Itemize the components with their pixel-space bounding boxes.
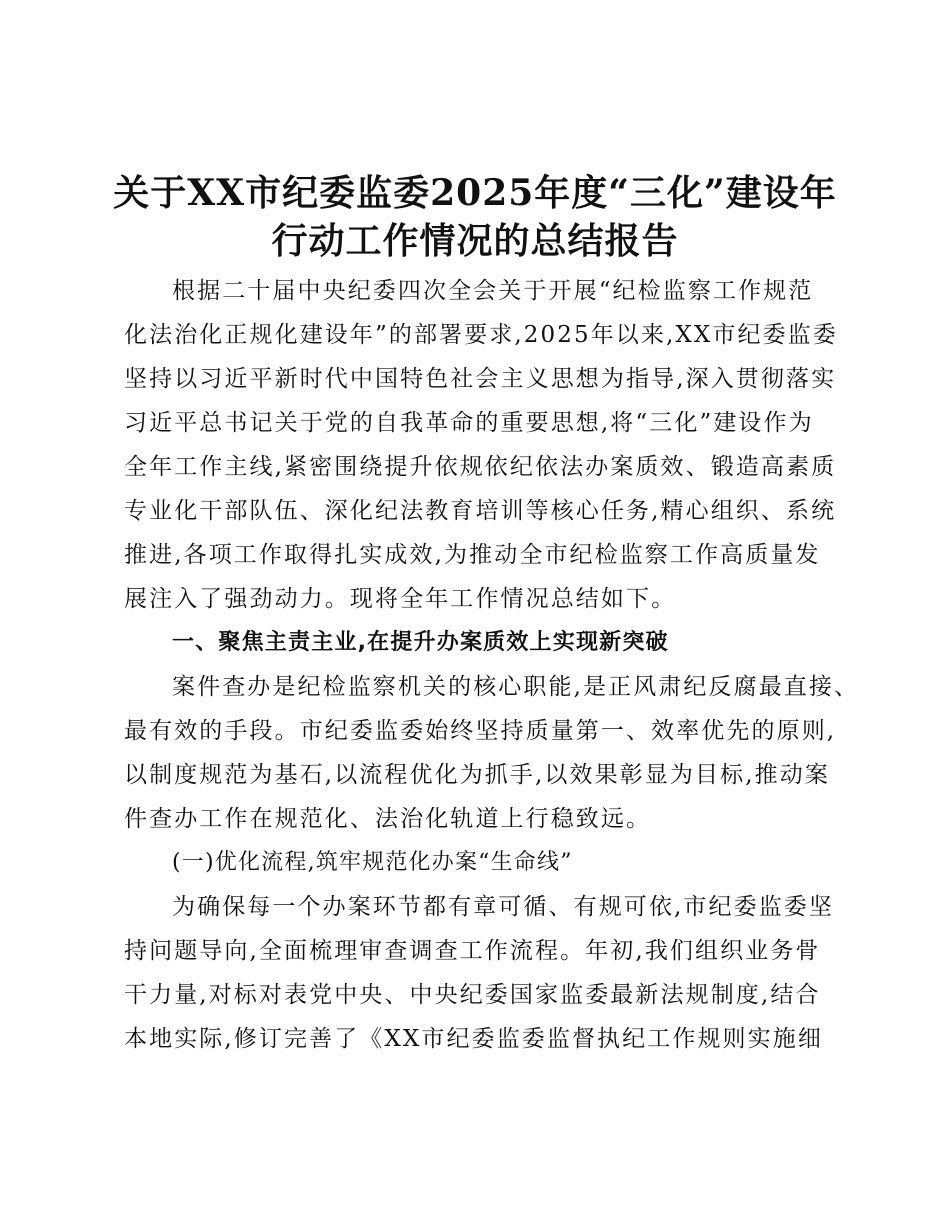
- section1-paragraph-line: 件查办工作在规范化、法治化轨道上行稳致远。: [124, 806, 652, 832]
- section-heading-1: 一、聚焦主责主业,在提升办案质效上实现新突破: [172, 630, 669, 655]
- subsection-heading-1: (一)优化流程,筑牢规范化办案“生命线”: [172, 850, 573, 875]
- section1-paragraph-line: 以制度规范为基石,以流程优化为抓手,以效果彰显为目标,推动案: [124, 762, 830, 788]
- intro-paragraph-line: 推进,各项工作取得扎实成效,为推动全市纪检监察工作高质量发: [124, 542, 821, 568]
- document-title-line-1: 关于XX市纪委监委2025年度“三化”建设年: [113, 172, 837, 214]
- subsection1-paragraph-line: 本地实际,修订完善了《XX市纪委监委监督执纪工作规则实施细: [124, 1026, 823, 1052]
- section1-paragraph-line: 最有效的手段。市纪委监委始终坚持质量第一、效率优先的原则,: [124, 718, 837, 744]
- subsection1-paragraph-line: 为确保每一个办案环节都有章可循、有规可依,市纪委监委坚: [172, 894, 835, 920]
- subsection1-paragraph-line: 持问题导向,全面梳理审查调查工作流程。年初,我们组织业务骨: [124, 938, 821, 964]
- intro-paragraph-line: 根据二十届中央纪委四次全会关于开展“纪检监察工作规范: [172, 278, 814, 304]
- section1-paragraph-line: 案件查办是纪检监察机关的核心职能,是正风肃纪反腐最直接、: [172, 674, 860, 700]
- subsection1-paragraph-line: 干力量,对标对表党中央、中央纪委国家监委最新法规制度,结合: [124, 982, 821, 1008]
- document-title-line-2: 行动工作情况的总结报告: [271, 220, 679, 262]
- intro-paragraph-line: 全年工作主线,紧密围绕提升依规依纪依法办案质效、锻造高素质: [124, 454, 837, 480]
- intro-paragraph-line: 坚持以习近平新时代中国特色社会主义思想为指导,深入贯彻落实: [124, 366, 837, 392]
- intro-paragraph-line: 专业化干部队伍、深化纪法教育培训等核心任务,精心组织、系统: [124, 498, 837, 524]
- intro-paragraph-line: 化法治化正规化建设年”的部署要求,2025年以来,XX市纪委监委: [124, 322, 838, 348]
- intro-paragraph-line: 习近平总书记关于党的自我革命的重要思想,将“三化”建设作为: [124, 410, 814, 436]
- intro-paragraph-line: 展注入了强劲动力。现将全年工作情况总结如下。: [124, 586, 677, 612]
